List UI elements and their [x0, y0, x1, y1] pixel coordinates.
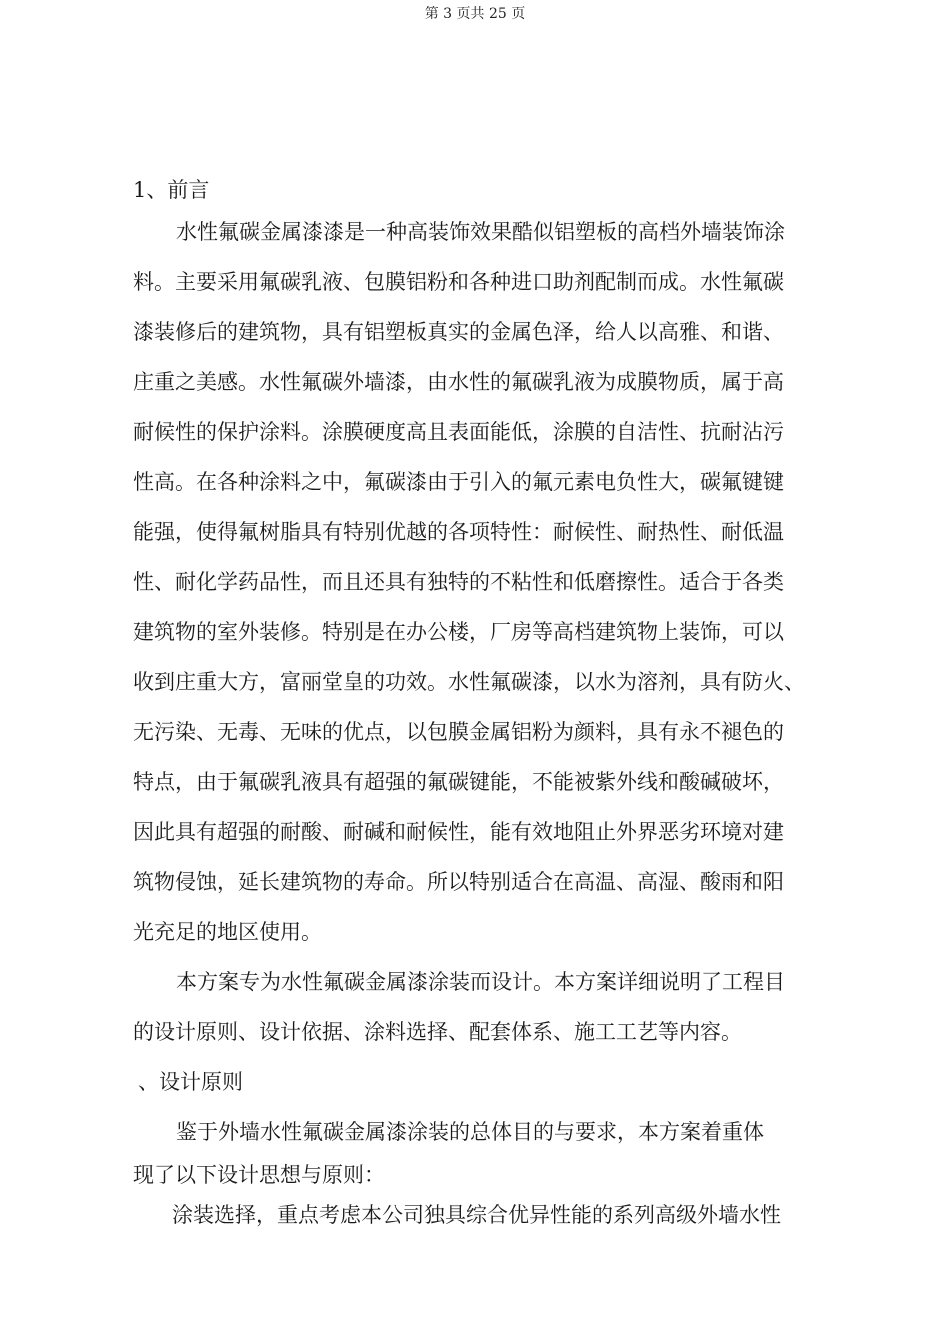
- paragraph-line: 水性氟碳金属漆漆是一种高装饰效果酷似铝塑板的高档外墙装饰涂: [176, 220, 785, 244]
- paragraph-line: 建筑物的室外装修。特别是在办公楼，厂房等高档建筑物上装饰，可以: [133, 620, 784, 644]
- paragraph-line: 因此具有超强的耐酸、耐碱和耐候性，能有效地阻止外界恶劣环境对建: [133, 820, 784, 844]
- paragraph-line: 性高。在各种涂料之中，氟碳漆由于引入的氟元素电负性大，碳氟键键: [133, 470, 784, 494]
- section-heading-preface: 1、前言: [133, 178, 210, 202]
- paragraph-line: 光充足的地区使用。: [133, 920, 322, 944]
- paragraph-line: 收到庄重大方，富丽堂皇的功效。水性氟碳漆，以水为溶剂，具有防火、: [133, 670, 805, 694]
- paragraph-line: 无污染、无毒、无味的优点，以包膜金属铝粉为颜料，具有永不褪色的: [133, 720, 784, 744]
- paragraph-line: 庄重之美感。水性氟碳外墙漆，由水性的氟碳乳液为成膜物质，属于高: [133, 370, 784, 394]
- paragraph-line: 的设计原则、设计依据、涂料选择、配套体系、施工工艺等内容。: [133, 1020, 742, 1044]
- section-heading-design-principles: 、设计原则: [138, 1070, 243, 1094]
- paragraph-line: 鉴于外墙水性氟碳金属漆涂装的总体目的与要求，本方案着重体: [176, 1120, 764, 1144]
- paragraph-line: 特点，由于氟碳乳液具有超强的氟碳键能，不能被紫外线和酸碱破坏，: [133, 770, 784, 794]
- paragraph-line: 料。主要采用氟碳乳液、包膜铝粉和各种进口助剂配制而成。水性氟碳: [133, 270, 784, 294]
- paragraph-line: 筑物侵蚀，延长建筑物的寿命。所以特别适合在高温、高湿、酸雨和阳: [133, 870, 784, 894]
- paragraph-line: 漆装修后的建筑物，具有铝塑板真实的金属色泽，给人以高雅、和谐、: [133, 320, 784, 344]
- paragraph-line: 本方案专为水性氟碳金属漆涂装而设计。本方案详细说明了工程目: [176, 970, 785, 994]
- page-number-header: 第 3 页共 25 页: [424, 6, 526, 22]
- paragraph-line: 能强，使得氟树脂具有特别优越的各项特性：耐候性、耐热性、耐低温: [133, 520, 784, 544]
- paragraph-line: 耐候性的保护涂料。涂膜硬度高且表面能低，涂膜的自洁性、抗耐沾污: [133, 420, 784, 444]
- paragraph-line: 涂装选择，重点考虑本公司独具综合优异性能的系列高级外墙水性: [172, 1203, 781, 1227]
- paragraph-line: 现了以下设计思想与原则：: [133, 1163, 385, 1187]
- paragraph-line: 性、耐化学药品性，而且还具有独特的不粘性和低磨擦性。适合于各类: [133, 570, 784, 594]
